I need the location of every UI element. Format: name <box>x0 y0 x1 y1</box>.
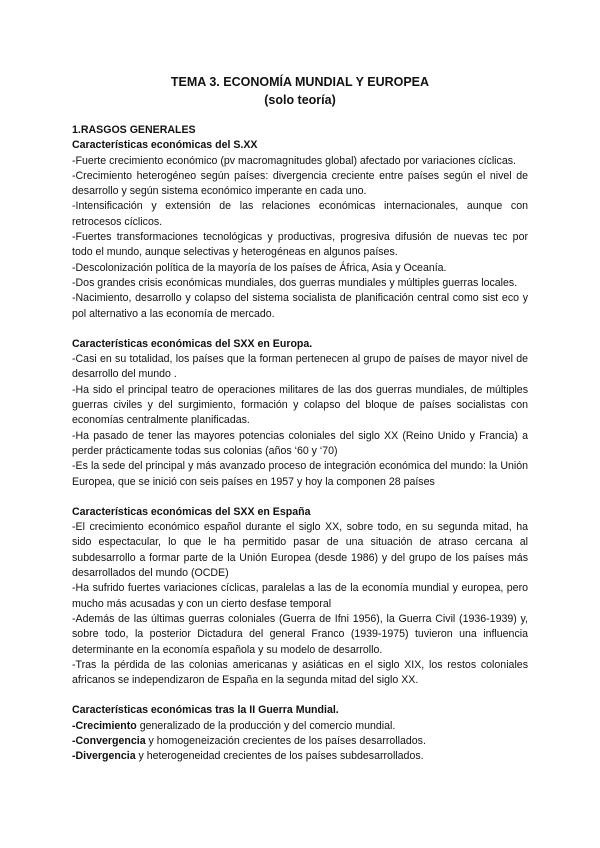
term-convergencia: -Convergencia <box>72 734 146 747</box>
paragraph-item: -Además de las últimas guerras coloniales (Guerra de Ifni 1956), la Guerra Civil (1936-1939) y, sobre todo, la posterior Dictadura del general Franco (1939-1975) tuvieron una influencia determinante en la economía española y su modelo de desarrollo. <box>72 612 528 656</box>
paragraph-item: -Fuerte crecimiento económico (pv macromagnitudes global) afectado por variaciones cíclicas. <box>72 154 516 167</box>
term-description: y homogeneización crecientes de los países desarrollados. <box>145 734 426 747</box>
section-spacer <box>72 490 528 505</box>
section-spacer <box>72 688 528 703</box>
document-subtitle: (solo teoría) <box>264 93 336 107</box>
paragraph-item: -Descolonización política de la mayoría de los países de África, Asia y Oceanía. <box>72 261 447 274</box>
paragraph-item: -Fuertes transformaciones tecnológicas y productivas, progresiva difusión de nuevas tec por todo el mundo, aunque selectivas y heterogéneas en algunos países. <box>72 231 528 259</box>
paragraph-item: -Casi en su totalidad, los países que la forman pertenecen al grupo de países de mayor nivel de desarrollo del mundo . <box>72 353 528 381</box>
paragraph-item: -El crecimiento económico español durante el siglo XX, sobre todo, en su segunda mitad, ha sido espectacular, lo que le ha permitido pasar de una situación de atraso cercana al subdesarrollo a formar parte de la Unión Europea (desde 1986) y del grupo de los países más desarrollados del mundo (OCDE) <box>72 521 528 580</box>
paragraph-item: -Es la sede del principal y más avanzado proceso de integración económica del mundo: la Unión Europea, que se inició con seis países en 1957 y hoy la componen 28 países <box>72 460 528 488</box>
subheading-caracteristicas-sxx: Características económicas del S.XX <box>72 139 258 152</box>
paragraph-item-divergencia <box>72 749 528 764</box>
paragraph-item: -Tras la pérdida de las colonias americanas y asiáticas en el siglo XIX, los restos coloniales africanos se independizaron de España en la segunda mitad del siglo XX. <box>72 658 528 687</box>
paragraph-item: -Dos grandes crisis económicas mundiales, dos guerras mundiales y múltiples guerras locales. <box>72 276 518 289</box>
paragraph-item: -Intensificación y extensión de las relaciones económicas internacionales, aunque con retrocesos cíclicos. <box>72 200 528 228</box>
document-title: TEMA 3. ECONOMÍA MUNDIAL Y EUROPEA <box>170 75 430 89</box>
paragraph-item: -Ha sido el principal teatro de operaciones militares de las dos guerras mundiales, de múltiples guerras civiles y del surgimiento, formación y colapso del bloque de países socialistas con economías centralmente planificadas. <box>72 383 528 427</box>
document-body <box>72 123 528 765</box>
section-heading-rasgos-generales: 1.RASGOS GENERALES <box>72 124 196 136</box>
subheading-caracteristicas-europa: Características económicas del SXX en Europa. <box>72 337 313 350</box>
paragraph-item: -Crecimiento heterogéneo según países: divergencia creciente entre países según el nivel de desarrollo y según sistema económico imperante en cada uno. <box>72 169 528 198</box>
subheading-caracteristicas-espana: Características económicas del SXX en España <box>72 505 311 518</box>
term-description: y heterogeneidad crecientes de los países subdesarrollados. <box>135 750 424 763</box>
paragraph-item-convergencia <box>72 734 528 749</box>
subheading-tras-ii-guerra-mundial: Características económicas tras la II Guerra Mundial. <box>72 704 339 717</box>
term-divergencia: -Divergencia <box>72 750 136 763</box>
term-crecimiento: -Crecimiento <box>72 719 137 732</box>
section-spacer <box>72 322 528 337</box>
paragraph-item: -Nacimiento, desarrollo y colapso del sistema socialista de planificación central como sist eco y pol alternativo a las economía de mercado. <box>72 292 528 320</box>
paragraph-item: -Ha pasado de tener las mayores potencias coloniales del siglo XX (Reino Unido y Francia) a perder prácticamente todas sus colonias (años ‘60 y ‘70) <box>72 429 528 457</box>
paragraph-item: -Ha sufrido fuertes variaciones cíclicas, paralelas a las de la economía mundial y europea, pero mucho más acusadas y con un cierto desfase temporal <box>72 582 528 610</box>
paragraph-item-crecimiento <box>72 719 528 734</box>
term-description: generalizado de la producción y del comercio mundial. <box>136 719 396 732</box>
